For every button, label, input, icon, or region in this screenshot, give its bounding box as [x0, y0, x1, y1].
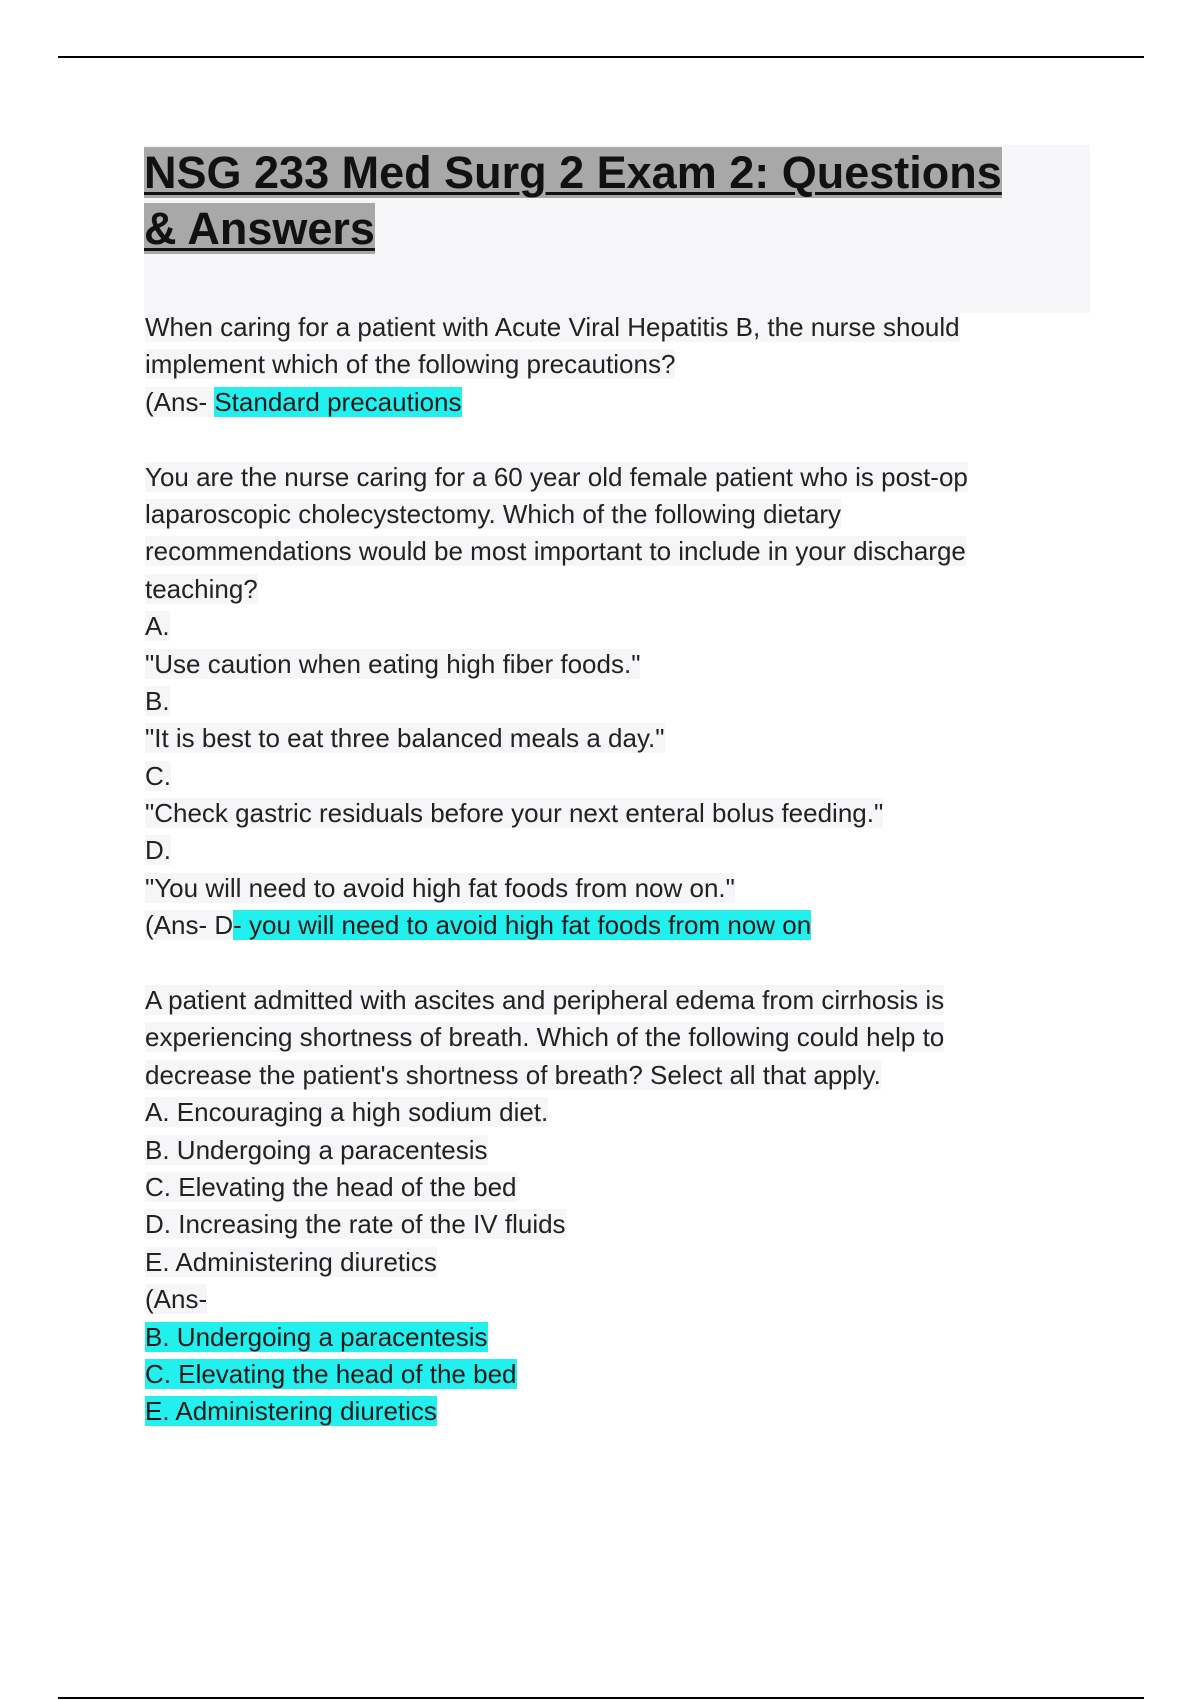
- option-label: A.: [145, 611, 170, 642]
- question-text: teaching?: [145, 573, 258, 604]
- option-label: D.: [145, 835, 171, 866]
- option-text: B. Undergoing a paracentesis: [145, 1134, 488, 1165]
- question-text: You are the nurse caring for a 60 year old female patient who is post-op: [145, 461, 968, 492]
- page-title: [144, 145, 1090, 257]
- option-text: C. Elevating the head of the bed: [145, 1171, 517, 1202]
- option-text: "It is best to eat three balanced meals a day.": [145, 723, 665, 754]
- answer-highlight: B. Undergoing a paracentesis: [145, 1321, 488, 1352]
- option-text: A. Encouraging a high sodium diet.: [145, 1097, 549, 1128]
- question-1: [145, 309, 1085, 421]
- answer-highlight: C. Elevating the head of the bed: [145, 1358, 517, 1389]
- option-text: E. Administering diuretics: [145, 1246, 437, 1277]
- answer-highlight: E. Administering diuretics: [145, 1396, 437, 1427]
- option-text: "You will need to avoid high fat foods from now on.": [145, 872, 735, 903]
- question-text: experiencing shortness of breath. Which of the following could help to: [145, 1022, 945, 1053]
- question-text: A patient admitted with ascites and peripheral edema from cirrhosis is: [145, 985, 945, 1016]
- answer-prefix: (Ans-: [145, 1284, 208, 1315]
- option-label: B.: [145, 685, 170, 716]
- option-text: "Use caution when eating high fiber foods.": [145, 648, 641, 679]
- question-text: implement which of the following precautions?: [145, 349, 676, 380]
- question-text: laparoscopic cholecystectomy. Which of the following dietary: [145, 498, 842, 529]
- question-text: recommendations would be most important to include in your discharge: [145, 536, 966, 567]
- option-text: D. Increasing the rate of the IV fluids: [145, 1209, 566, 1240]
- question-text: decrease the patient's shortness of breath? Select all that apply.: [145, 1059, 881, 1090]
- answer-highlight: Standard precautions: [214, 386, 462, 417]
- top-rule: [58, 56, 1144, 58]
- answer-highlight: - you will need to avoid high fat foods from now on: [233, 910, 812, 941]
- title-block: [144, 145, 1090, 313]
- answer-prefix: (Ans- D: [145, 910, 234, 941]
- question-3: [145, 982, 1085, 1431]
- title-line-1: NSG 233 Med Surg 2 Exam 2: Questions: [144, 147, 1002, 198]
- option-label: C.: [145, 760, 171, 791]
- option-text: "Check gastric residuals before your next enteral bolus feeding.": [145, 798, 884, 829]
- document-body: [145, 309, 1085, 1431]
- answer-prefix: (Ans-: [145, 386, 215, 417]
- bottom-rule: [58, 1697, 1144, 1699]
- title-line-2: & Answers: [144, 203, 375, 254]
- question-text: When caring for a patient with Acute Viral Hepatitis B, the nurse should: [145, 312, 960, 342]
- question-2: [145, 459, 1085, 945]
